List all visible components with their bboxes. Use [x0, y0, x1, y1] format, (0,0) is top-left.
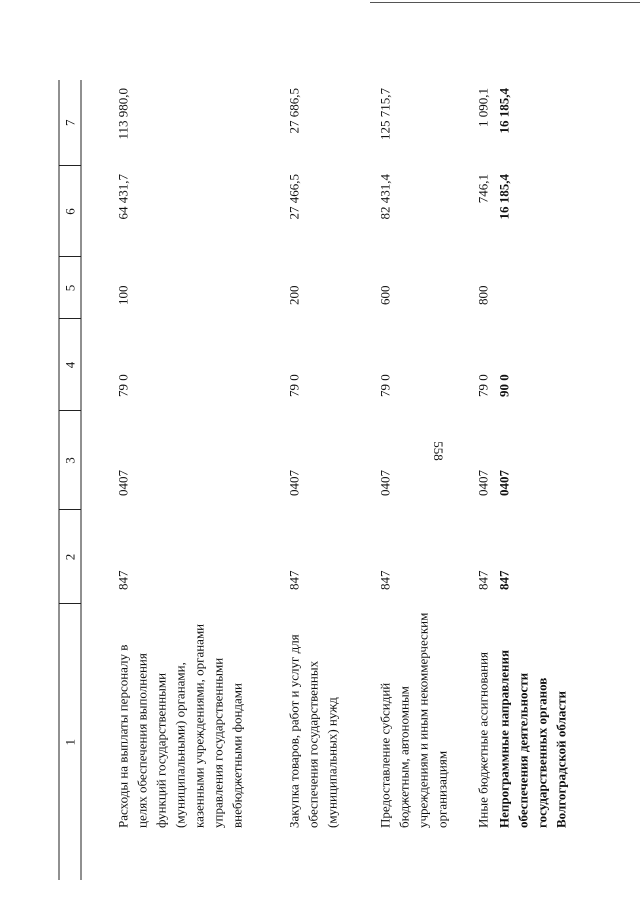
- row-expense-type: [492, 257, 570, 319]
- header-col-5: 5: [59, 257, 81, 319]
- row-name: Предоставление субсидий бюджетным, автономным учреждениям и иным некоммерческим организациям: [377, 612, 449, 828]
- row-name: Расходы на выплаты персоналу в целях обеспечения выполнения функций государственными (муниципальными) органами, казенными учреждениями, органами управления государственными внебюджетными фондами: [115, 623, 244, 828]
- row-amount-col6: 746,1: [475, 174, 490, 204]
- row-expense-type: 200: [286, 285, 301, 305]
- row-target-code: 79 0: [115, 374, 130, 397]
- row-ministry-code: 847: [286, 570, 301, 590]
- row-amount-col6: 16 185,4: [496, 174, 511, 220]
- row-expense-type: 800: [475, 285, 490, 305]
- row-ministry-code: 847: [496, 570, 511, 590]
- row-name: Иные бюджетные ассигнования: [475, 651, 490, 828]
- row-amount-col7: 125 715,7: [377, 88, 392, 140]
- row-expense-type: 600: [377, 285, 392, 305]
- row-amount-col6: 82 431,4: [377, 174, 392, 220]
- header-col-2: 2: [59, 510, 81, 604]
- row-section-code: 0407: [286, 470, 301, 496]
- header-col-3: 3: [59, 411, 81, 510]
- page-number: 558: [431, 441, 446, 461]
- budget-table: [58, 80, 570, 880]
- row-ministry-code: 847: [475, 570, 490, 590]
- table-row-total: [492, 80, 570, 880]
- row-section-code: 0407: [377, 470, 392, 496]
- rotated-table-container: [58, 80, 585, 880]
- table-row: [451, 80, 492, 880]
- top-rule: [370, 2, 640, 3]
- header-col-7: 7: [59, 80, 81, 166]
- row-amount-col7: 1 090,1: [475, 88, 490, 127]
- row-amount-col7: 113 980,0: [115, 88, 130, 140]
- header-col-6: 6: [59, 166, 81, 257]
- row-target-code: 79 0: [377, 374, 392, 397]
- row-target-code: 90 0: [496, 374, 511, 397]
- row-section-code: 0407: [475, 470, 490, 496]
- row-ministry-code: 847: [115, 570, 130, 590]
- table-row: [81, 80, 247, 880]
- row-section-code: 0407: [496, 470, 511, 496]
- row-amount-col6: 64 431,7: [115, 174, 130, 220]
- header-col-1: 1: [59, 604, 81, 880]
- row-name: Непрограммные направления обеспечения деятельности государственных органов Волгоградской области: [496, 649, 568, 828]
- row-amount-col6: 27 466,5: [286, 174, 301, 220]
- row-ministry-code: 847: [377, 570, 392, 590]
- header-col-4: 4: [59, 319, 81, 411]
- row-amount-col7: 27 686,5: [286, 88, 301, 134]
- row-target-code: 79 0: [475, 374, 490, 397]
- row-expense-type: 100: [115, 285, 130, 305]
- row-name: Закупка товаров, работ и услуг для обеспечения государственных (муниципальных) нужд: [286, 634, 339, 828]
- header-row: [59, 80, 81, 880]
- row-target-code: 79 0: [286, 374, 301, 397]
- table-row: [246, 80, 341, 880]
- row-amount-col7: 16 185,4: [496, 88, 511, 134]
- table-row: [341, 80, 451, 880]
- row-section-code: 0407: [115, 470, 130, 496]
